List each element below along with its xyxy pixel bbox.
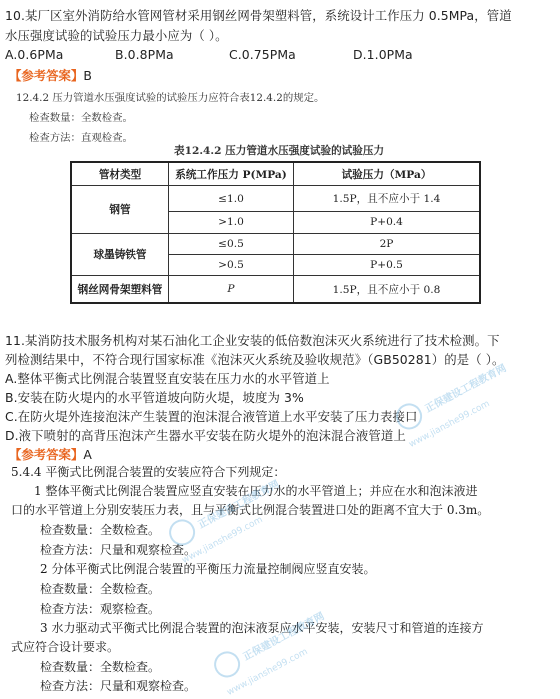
- q11-item2: 2 分体平衡式比例混合装置的平衡压力流量控制阀应竖直安装。: [40, 562, 376, 576]
- pressure-test-table: [70, 161, 481, 304]
- q11-item3-qty: 检查数量：全数检查。: [40, 660, 161, 674]
- table-cell-pressure: P: [169, 276, 294, 303]
- table-cell-material: 球墨铸铁管: [71, 233, 169, 276]
- q11-item1-qty: 检查数量：全数检查。: [40, 523, 161, 537]
- table-cell-test: 2P: [294, 233, 481, 254]
- q11-option-b: B.安装在防火堤内的水平管道坡向防火堤，坡度为 3%: [5, 390, 304, 405]
- q10-option-d: D.1.0PMa: [353, 47, 413, 62]
- table-cell-pressure: ≤0.5: [169, 233, 294, 254]
- q10-option-c: C.0.75PMa: [229, 47, 296, 62]
- watermark-logo: [210, 602, 338, 699]
- q11-item1-method: 检查方法：尺量和观察检查。: [40, 543, 197, 557]
- q11-section-heading: 5.4.4 平衡式比例混合装置的安装应符合下列规定：: [11, 465, 286, 479]
- watermark-text: 正保建设工程教育网 www.jianshe99.com: [225, 610, 327, 698]
- q11-stem-line2: 列检测结果中，不符合现行国家标准《泡沫灭火系统及验收规范》（GB50281）的是（ ）。: [5, 352, 505, 367]
- table-cell-pressure: >0.5: [169, 255, 294, 276]
- q11-answer: [9, 445, 92, 463]
- q11-item3-line1: 3 水力驱动式平衡式比例混合装置的泡沫液泵应水平安装，安装尺寸和管道的连接方: [40, 621, 484, 635]
- q11-item2-method: 检查方法：观察检查。: [40, 602, 161, 616]
- table-cell-pressure: ≤1.0: [169, 186, 294, 212]
- q10-answer: [9, 66, 92, 84]
- table-header-material: 管材类型: [71, 162, 169, 186]
- watermark-logo: [392, 354, 520, 451]
- watermark-text: 正保建设工程教育网 www.jianshe99.com: [407, 362, 509, 450]
- table-cell-test: P+0.4: [294, 212, 481, 233]
- q11-item1-line1: 1 整体平衡式比例混合装置应竖直安装在压力水的水平管道上；并应在水和泡沫液进: [34, 484, 478, 498]
- q11-item1-line2: 口的水平管道上分别安装压力表，且与平衡式比例混合装置进口处的距离不宜大于 0.3m。: [11, 503, 490, 517]
- watermark-text: 正保建设工程教育网 www.jianshe99.com: [180, 478, 282, 566]
- q11-stem-line1: 11.某消防技术服务机构对某石油化工企业安装的低倍数泡沫灭火系统进行了技术检测。下: [5, 333, 500, 348]
- table-caption: 表12.4.2 压力管道水压强度试验的试验压力: [174, 145, 385, 157]
- table-cell-material: 钢丝网骨架塑料管: [71, 276, 169, 303]
- table-cell-pressure: >1.0: [169, 212, 294, 233]
- q11-option-d: D.液下喷射的高背压泡沫产生器水平安装在防火堤外的泡沫混合液管道上: [5, 428, 406, 443]
- q10-check-method: 检查方法：直观检查。: [29, 132, 133, 144]
- answer-label: 【参考答案】: [9, 447, 84, 462]
- q10-stem-line2: 水压强度试验的试验压力最小应为（ ）。: [5, 28, 228, 43]
- table-header-row: [71, 162, 480, 186]
- q11-item2-qty: 检查数量：全数检查。: [40, 582, 161, 596]
- table-row: [71, 276, 480, 303]
- answer-value: B: [83, 68, 92, 83]
- table-cell-test: P+0.5: [294, 255, 481, 276]
- answer-label: 【参考答案】: [9, 68, 84, 83]
- table-row: [71, 186, 480, 212]
- answer-value: A: [83, 447, 92, 462]
- table-header-pressure: 系统工作压力 P(MPa): [169, 162, 294, 186]
- table-header-test: 试验压力（MPa）: [294, 162, 481, 186]
- table-row: [71, 233, 480, 254]
- table-cell-material: 钢管: [71, 186, 169, 234]
- table-cell-test: 1.5P，且不应小于 0.8: [294, 276, 481, 303]
- q10-option-b: B.0.8PMa: [115, 47, 174, 62]
- q10-check-qty: 检查数量：全数检查。: [29, 112, 133, 124]
- q11-option-a: A.整体平衡式比例混合装置竖直安装在压力水的水平管道上: [5, 371, 330, 386]
- q11-item3-method: 检查方法：尺量和观察检查。: [40, 679, 197, 693]
- q11-option-c: C.在防火堤外连接泡沫产生装置的泡沫混合液管道上水平安装了压力表接口: [5, 409, 418, 424]
- q10-cite-line: 12.4.2 压力管道水压强度试验的试验压力应符合表12.4.2的规定。: [16, 92, 325, 104]
- table-cell-test: 1.5P，且不应小于 1.4: [294, 186, 481, 212]
- q11-item3-line2: 式应符合设计要求。: [11, 640, 120, 654]
- q10-stem-line1: 10.某厂区室外消防给水管网管材采用钢丝网骨架塑料管，系统设计工作压力 0.5MPa，管道: [5, 8, 512, 23]
- q10-option-a: A.0.6PMa: [5, 47, 64, 62]
